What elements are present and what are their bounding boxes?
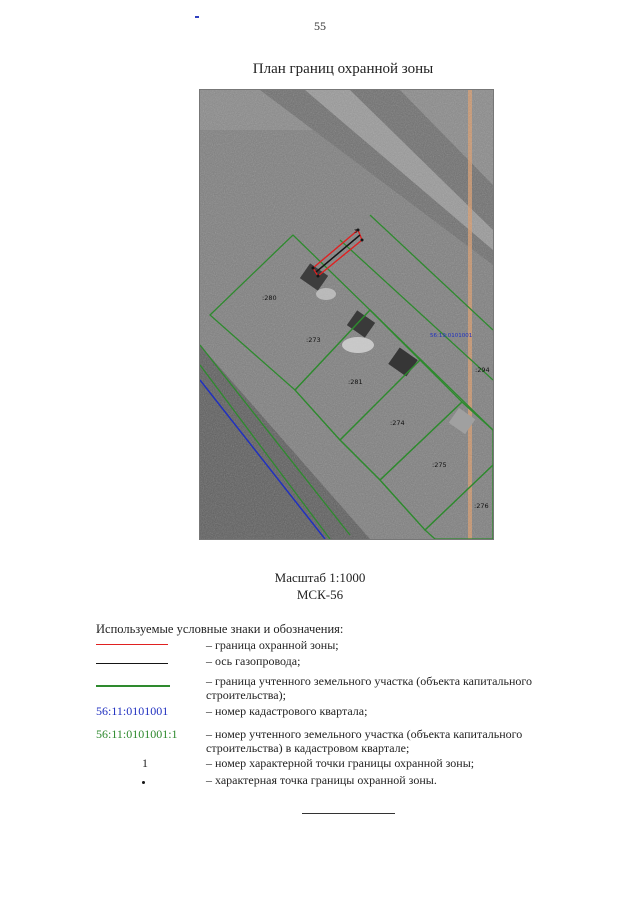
legend-item-quarter-number <box>96 704 596 718</box>
map-image <box>199 89 494 540</box>
quarter-number-sample: 56:11:0101001 <box>96 704 169 718</box>
legend-text: – характерная точка границы охранной зоны. <box>206 773 576 787</box>
legend-item-pipeline-axis <box>96 654 596 668</box>
blue-mark <box>195 16 199 18</box>
legend-item-parcel-boundary <box>96 674 596 704</box>
red-line-symbol <box>96 644 168 645</box>
page-number: 55 <box>314 19 326 33</box>
parcel-label-275: :275 <box>432 461 447 469</box>
coordinate-system-label: МСК-56 <box>296 587 344 602</box>
legend-item-parcel-number <box>96 727 596 757</box>
parcel-label-276: :276 <box>474 502 489 510</box>
parcel-label-281: :281 <box>348 378 363 386</box>
legend-text: – ось газопровода; <box>206 654 576 668</box>
parcel-label-273: :273 <box>306 336 321 344</box>
green-line-symbol <box>96 685 170 687</box>
legend-item-zone-boundary <box>96 638 596 652</box>
quarter-label: 56:19:0101001 <box>430 333 473 339</box>
parcel-label-280: :280 <box>262 294 277 302</box>
footer-line <box>302 813 395 814</box>
page-title: План границ охранной зоны <box>252 61 434 77</box>
legend-text: – номер кадастрового квартала; <box>206 704 576 718</box>
legend-item-characteristic-point <box>96 773 596 787</box>
legend-heading: Используемые условные знаки и обозначения: <box>96 622 344 636</box>
parcel-label-294: :294 <box>475 366 490 374</box>
point-symbol <box>142 781 145 784</box>
point-label: 3 <box>354 229 358 235</box>
scale-label: Масштаб 1:1000 <box>274 570 366 585</box>
black-line-symbol <box>96 663 168 664</box>
legend-text: – номер характерной точки границы охранной зоны; <box>206 756 576 770</box>
point-number-sample: 1 <box>142 756 148 770</box>
legend-text: – граница учтенного земельного участка (объекта капитального строительства); <box>206 674 576 702</box>
legend-text: – граница охранной зоны; <box>206 638 576 652</box>
parcel-label-274: :274 <box>390 419 405 427</box>
legend-text: – номер учтенного земельного участка (объекта капитального строительства) в кадастровом квартале; <box>206 727 576 755</box>
legend-item-point-number <box>96 756 596 770</box>
parcel-number-sample: 56:11:0101001:1 <box>96 727 178 741</box>
